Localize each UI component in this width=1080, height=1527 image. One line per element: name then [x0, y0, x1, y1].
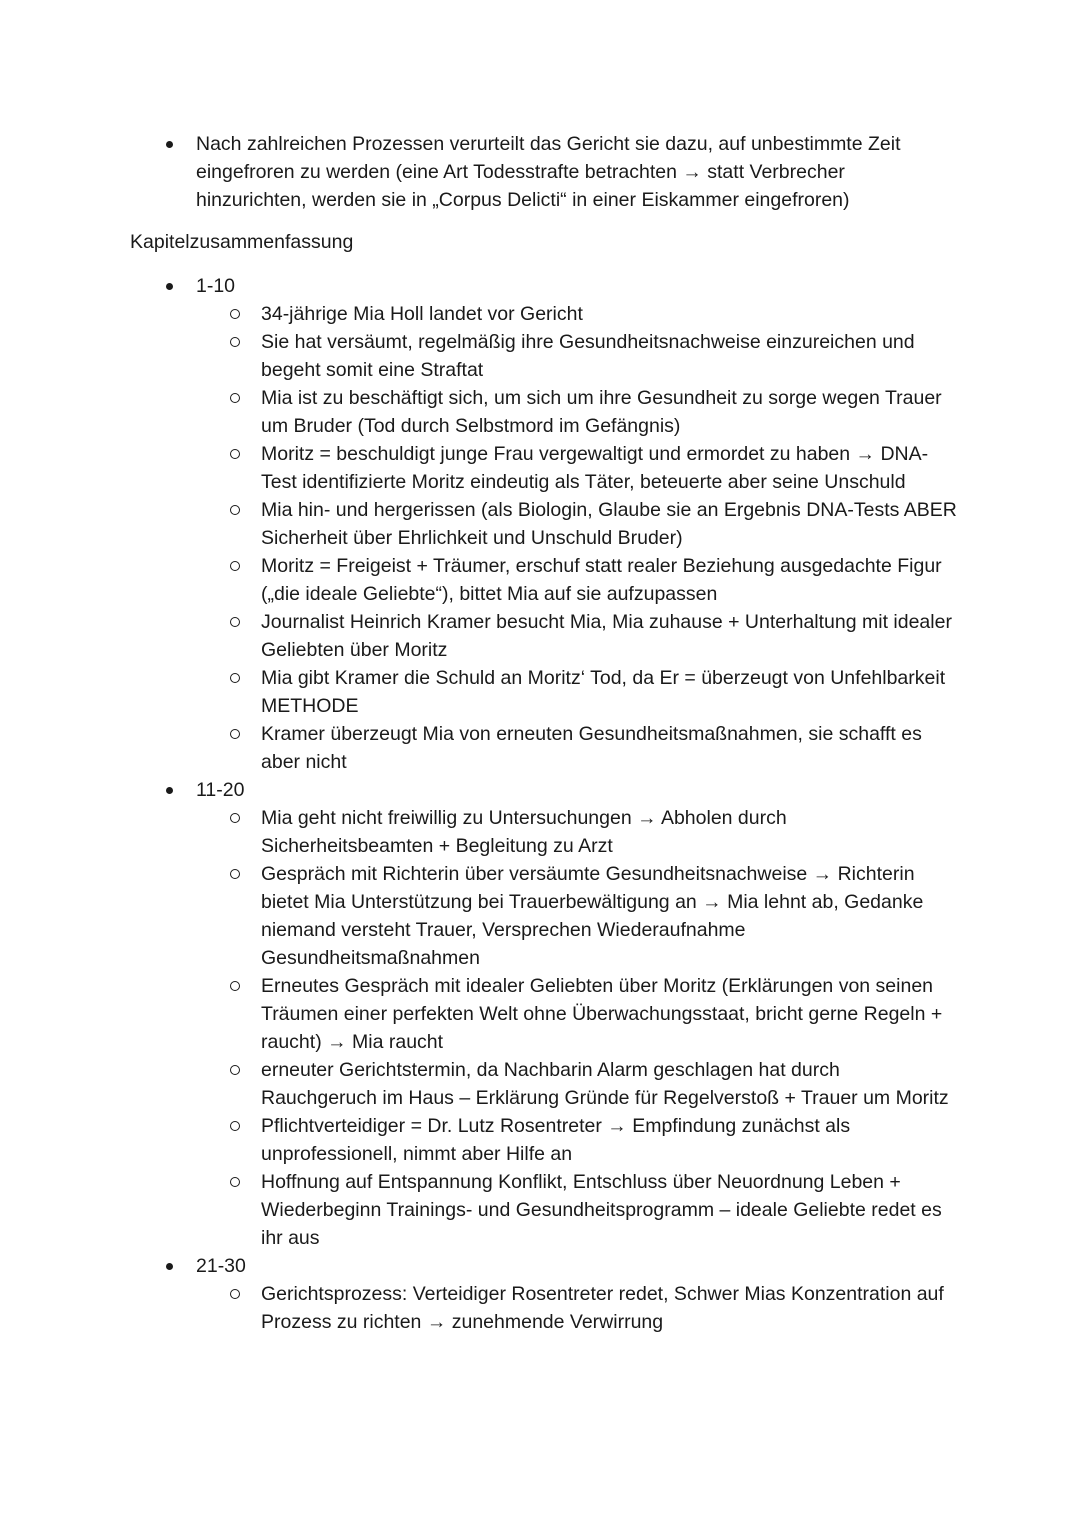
summary-item-text: Pflichtverteidiger = Dr. Lutz Rosentreter → Empfindung zunächst als unprofessionell, nimmt aber Hilfe an: [261, 1115, 851, 1165]
summary-item-text: Gespräch mit Richterin über versäumte Gesundheitsnachweise → Richterin bietet Mia Unterstützung bei Trauerbewältigung an → Mia lehnt ab, Gedanke niemand versteht Trauer, Versprechen Wiederaufnahme Gesundheitsmaßnahmen: [261, 863, 924, 969]
chapter-summary-list: [0, 804, 1080, 1252]
circle-bullet-icon: [230, 1065, 240, 1075]
summary-item-text: Moritz = beschuldigt junge Frau vergewaltigt und ermordet zu haben → DNA-Test identifizierte Moritz eindeutig als Täter, beteuerte aber seine Unschuld: [261, 443, 929, 493]
summary-item-text: erneuter Gerichtstermin, da Nachbarin Alarm geschlagen hat durch Rauchgeruch im Haus – Erklärung Gründe für Regelverstoß + Trauer um Moritz: [261, 1059, 949, 1109]
summary-list-item: [261, 1112, 961, 1168]
summary-list-item: [261, 300, 961, 328]
circle-bullet-icon: [230, 869, 240, 879]
summary-list-item: [261, 664, 961, 720]
chapter-range-item: [196, 272, 956, 300]
summary-list-item: [261, 804, 961, 860]
circle-bullet-icon: [230, 393, 240, 403]
chapter-range-item: [196, 776, 956, 804]
circle-bullet-icon: [230, 617, 240, 627]
summary-list-item: [261, 384, 961, 440]
summary-item-text: Mia hin- und hergerissen (als Biologin, Glaube sie an Ergebnis DNA-Tests ABER Sicherheit über Ehrlichkeit und Unschuld Bruder): [261, 499, 957, 549]
bullet-icon: [166, 141, 173, 148]
summary-list-item: [261, 608, 961, 664]
summary-item-text: Erneutes Gespräch mit idealer Geliebten über Moritz (Erklärungen von seinen Träumen einer perfekten Welt ohne Überwachungsstaat, bricht gerne Regeln + raucht) → Mia raucht: [261, 975, 943, 1053]
circle-bullet-icon: [230, 673, 240, 683]
intro-list-item: [196, 130, 956, 214]
summary-item-text: Kramer überzeugt Mia von erneuten Gesundheitsmaßnahmen, sie schafft es aber nicht: [261, 723, 922, 773]
summary-item-text: 34-jährige Mia Holl landet vor Gericht: [261, 303, 583, 325]
circle-bullet-icon: [230, 309, 240, 319]
chapter-summary-list: [0, 1280, 1080, 1336]
section-heading: Kapitelzusammenfassung: [130, 231, 354, 253]
summary-list-item: [261, 1056, 961, 1112]
intro-item-text: Nach zahlreichen Prozessen verurteilt das Gericht sie dazu, auf unbestimmte Zeit eingefroren zu werden (eine Art Todesstrafte betrachten → statt Verbrecher hinzurichten, werden sie in „Corpus Delicti“ in einer Eiskammer eingefroren): [196, 133, 901, 211]
summary-item-text: Mia ist zu beschäftigt sich, um sich um ihre Gesundheit zu sorge wegen Trauer um Bruder (Tod durch Selbstmord im Gefängnis): [261, 387, 942, 437]
chapter-range-label: 1-10: [196, 275, 236, 297]
chapter-range-label: 11-20: [196, 779, 245, 801]
chapter-sections: [0, 272, 1080, 1336]
circle-bullet-icon: [230, 561, 240, 571]
intro-list: [0, 130, 1080, 214]
circle-bullet-icon: [230, 337, 240, 347]
circle-bullet-icon: [230, 505, 240, 515]
summary-list-item: [261, 720, 961, 776]
bullet-icon: [166, 1263, 173, 1270]
chapter-section: [0, 776, 1080, 1252]
summary-item-text: Moritz = Freigeist + Träumer, erschuf statt realer Beziehung ausgedachte Figur („die ideale Geliebte“), bittet Mia auf sie aufzupassen: [261, 555, 942, 605]
summary-item-text: Sie hat versäumt, regelmäßig ihre Gesundheitsnachweise einzureichen und begeht somit eine Straftat: [261, 331, 915, 381]
circle-bullet-icon: [230, 813, 240, 823]
chapter-range-label: 21-30: [196, 1255, 246, 1277]
circle-bullet-icon: [230, 449, 240, 459]
summary-item-text: Gerichtsprozess: Verteidiger Rosentreter redet, Schwer Mias Konzentration auf Prozess zu richten → zunehmende Verwirrung: [261, 1283, 944, 1333]
bullet-icon: [166, 787, 173, 794]
summary-item-text: Mia gibt Kramer die Schuld an Moritz‘ Tod, da Er = überzeugt von Unfehlbarkeit METHODE: [261, 667, 946, 717]
summary-list-item: [261, 972, 961, 1056]
summary-item-text: Hoffnung auf Entspannung Konflikt, Entschluss über Neuordnung Leben + Wiederbeginn Trainings- und Gesundheitsprogramm – ideale Geliebte redet es ihr aus: [261, 1171, 942, 1249]
summary-list-item: [261, 552, 961, 608]
summary-list-item: [261, 860, 961, 972]
bullet-icon: [166, 283, 173, 290]
chapter-summary-list: [0, 300, 1080, 776]
chapter-section: [0, 1252, 1080, 1336]
circle-bullet-icon: [230, 981, 240, 991]
circle-bullet-icon: [230, 1289, 240, 1299]
summary-list-item: [261, 1168, 961, 1252]
summary-item-text: Journalist Heinrich Kramer besucht Mia, Mia zuhause + Unterhaltung mit idealer Geliebten über Moritz: [261, 611, 952, 661]
circle-bullet-icon: [230, 729, 240, 739]
chapter-range-item: [196, 1252, 956, 1280]
summary-list-item: [261, 328, 961, 384]
circle-bullet-icon: [230, 1177, 240, 1187]
summary-list-item: [261, 1280, 961, 1336]
circle-bullet-icon: [230, 1121, 240, 1131]
summary-item-text: Mia geht nicht freiwillig zu Untersuchungen → Abholen durch Sicherheitsbeamten + Begleitung zu Arzt: [261, 807, 787, 857]
chapter-section: [0, 272, 1080, 776]
summary-list-item: [261, 440, 961, 496]
summary-list-item: [261, 496, 961, 552]
